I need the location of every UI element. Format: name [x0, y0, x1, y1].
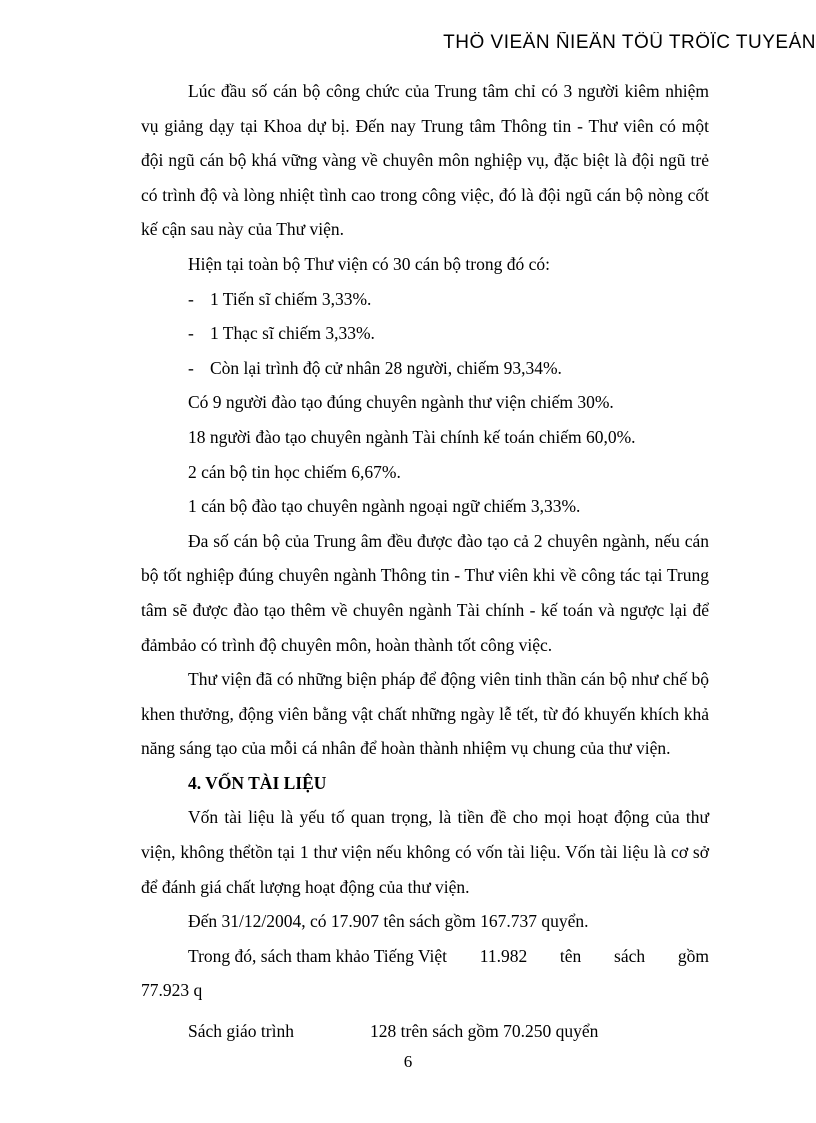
statement: 18 người đào tạo chuyên ngành Tài chính kế toán chiếm 60,0%.	[188, 426, 636, 447]
reference-books-continuation: 77.923 q	[141, 980, 203, 1001]
textbooks-row: Sách giáo trình 128 trên sách gồm 70.250 quyển	[188, 1021, 599, 1042]
page-number: 6	[403, 1052, 413, 1071]
statement: Có 9 người đào tạo đúng chuyên ngành thư viện chiếm 30%.	[188, 392, 614, 413]
list-item: - 1 Tiến sĩ chiếm 3,33%.	[188, 288, 372, 309]
section-heading: 4. VỐN TÀI LIỆU	[188, 772, 327, 793]
list-item: - Còn lại trình độ cử nhân 28 người, chiếm 93,34%.	[188, 357, 562, 378]
paragraph: Hiện tại toàn bộ Thư viện có 30 cán bộ trong đó có:	[188, 253, 550, 274]
paragraph: Lúc đầu số cán bộ công chức của Trung tâm chỉ có 3 người kiêm nhiệm vụ giảng dạy tại Khoa dự bị. Đến nay Trung tâm Thông tin - Thư viên có một đội ngũ cán bộ khá vững vàng về chuyên môn nghiệp vụ, đặc biệt là đội ngũ trẻ có trình độ và lòng nhiệt tình cao trong công việc, đó là đội ngũ cán bộ nòng cốt kế cận sau này của Thư viện.	[141, 81, 709, 240]
statement: 1 cán bộ đào tạo chuyên ngành ngoại ngữ chiếm 3,33%.	[188, 496, 581, 517]
paragraph: Đến 31/12/2004, có 17.907 tên sách gồm 167.737 quyển.	[188, 911, 589, 932]
paragraph: Thư viện đã có những biện pháp để động viên tinh thần cán bộ như chế bộ khen thưởng, động viên bằng vật chất những ngày lễ tết, từ đó khuyến khích khả năng sáng tạo của mỗi cá nhân để hoàn thành nhiệm vụ chung của thư viện.	[141, 669, 709, 759]
statement: 2 cán bộ tin học chiếm 6,67%.	[188, 461, 401, 482]
paragraph: Đa số cán bộ của Trung âm đều được đào tạo cả 2 chuyên ngành, nếu cán bộ tốt nghiệp đúng chuyên ngành Thông tin - Thư viên khi về công tác tại Trung tâm sẽ được đào tạo thêm về chuyên ngành Tài chính - kế toán và ngược lại để đảmbảo có trình độ chuyên môn, hoàn thành tốt công việc.	[141, 530, 709, 655]
page-body	[141, 74, 709, 1049]
paragraph: Vốn tài liệu là yếu tố quan trọng, là tiền đề cho mọi hoạt động của thư viện, không thểtồn tại 1 thư viện nếu không có vốn tài liệu. Vốn tài liệu là cơ sở để đánh giá chất lượng hoạt động của thư viện.	[141, 807, 709, 897]
running-header: THÖ VIEÄN ÑIEÄN TÖÛ TRÖÏC TUYEÁN	[443, 32, 816, 53]
list-item: - 1 Thạc sĩ chiếm 3,33%.	[188, 323, 375, 344]
reference-books-row: Trong đó, sách tham khảo Tiếng Việt 11.982 tên sách gồm	[188, 945, 709, 966]
